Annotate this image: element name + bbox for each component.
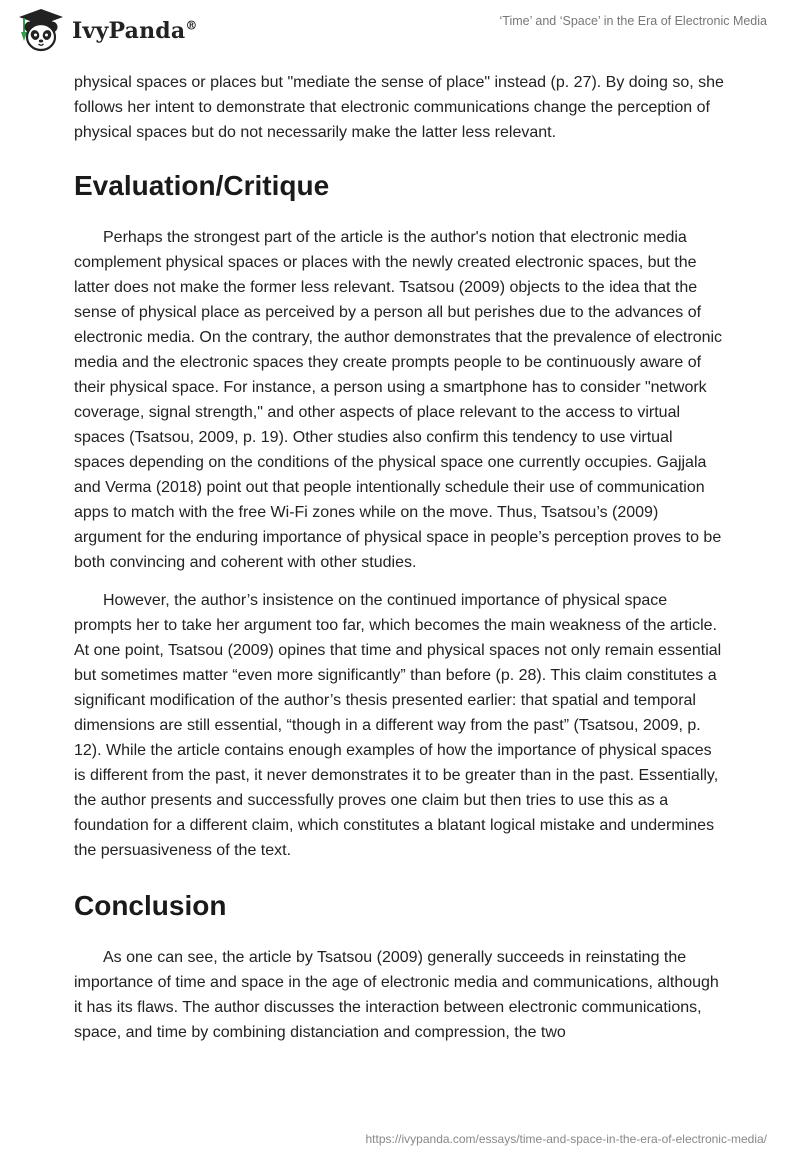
source-url[interactable]: https://ivypanda.com/essays/time-and-space-in-the-era-of-electronic-media/ [365, 1132, 767, 1146]
conclusion-heading: Conclusion [74, 890, 227, 921]
conclusion-paragraph-1: As one can see, the article by Tsatsou (2009) generally succeeds in reinstating the importance of time and space in the age of electronic media and communications, although it has its flaws. The author discusses the interaction between electronic communications, space, and time by combining distanciation and compression, the two [74, 949, 719, 1041]
document-title: ‘Time’ and ‘Space’ in the Era of Electronic Media [499, 14, 767, 28]
evaluation-heading: Evaluation/Critique [74, 170, 330, 201]
panda-graduate-icon [16, 8, 66, 54]
intro-paragraph: physical spaces or places but "mediate the sense of place" instead (p. 27). By doing so, she follows her intent to demonstrate that electronic communications change the perception of physical spaces but do not necessarily make the latter less relevant. [74, 74, 724, 141]
page-header [0, 0, 800, 70]
evaluation-paragraph-2: However, the author’s insistence on the continued importance of physical space prompts her to take her argument too far, which becomes the main weakness of the article. At one point, Tsatsou (2009) opines that time and physical spaces not only remain essential but sometimes matter “even more significantly” than before (p. 28). This claim constitutes a significant modification of the author’s thesis presented earlier: that spatial and temporal dimensions are still essential, “though in a different way from the past” (Tsatsou, 2009, p. 12). While the article contains enough examples of how the importance of physical spaces is different from the past, it never demonstrates it to be greater than in the past. Essentially, the author presents and successfully proves one claim but then tries to use this as a foundation for a different claim, which constitutes a blatant logical mistake and undermines the persuasiveness of the text. [74, 592, 722, 859]
brand-name: IvyPanda® [72, 18, 198, 44]
essay-body [74, 70, 726, 1045]
evaluation-paragraph-1: Perhaps the strongest part of the article is the author's notion that electronic media complement physical spaces or places with the newly created electronic spaces, but the latter does not make the former less relevant. Tsatsou (2009) objects to the idea that the sense of physical place as perceived by a person all but perishes due to the advances of electronic media. On the contrary, the author demonstrates that the prevalence of electronic media and the electronic spaces they create prompts people to be continuously aware of their physical space. For instance, a person using a smartphone has to consider "network coverage, signal strength," and other aspects of place relevant to the access to virtual spaces (Tsatsou, 2009, p. 19). Other studies also confirm this tendency to use virtual spaces depending on the conditions of the physical space one currently occupies. Gajjala and Verma (2018) point out that people intentionally schedule their use of communication apps to match with the free Wi-Fi zones while on the move. Thus, Tsatsou’s (2009) argument for the enduring importance of physical space in people’s perception proves to be both convincing and coherent with other studies. [74, 229, 723, 571]
brand-logo[interactable] [16, 8, 198, 54]
